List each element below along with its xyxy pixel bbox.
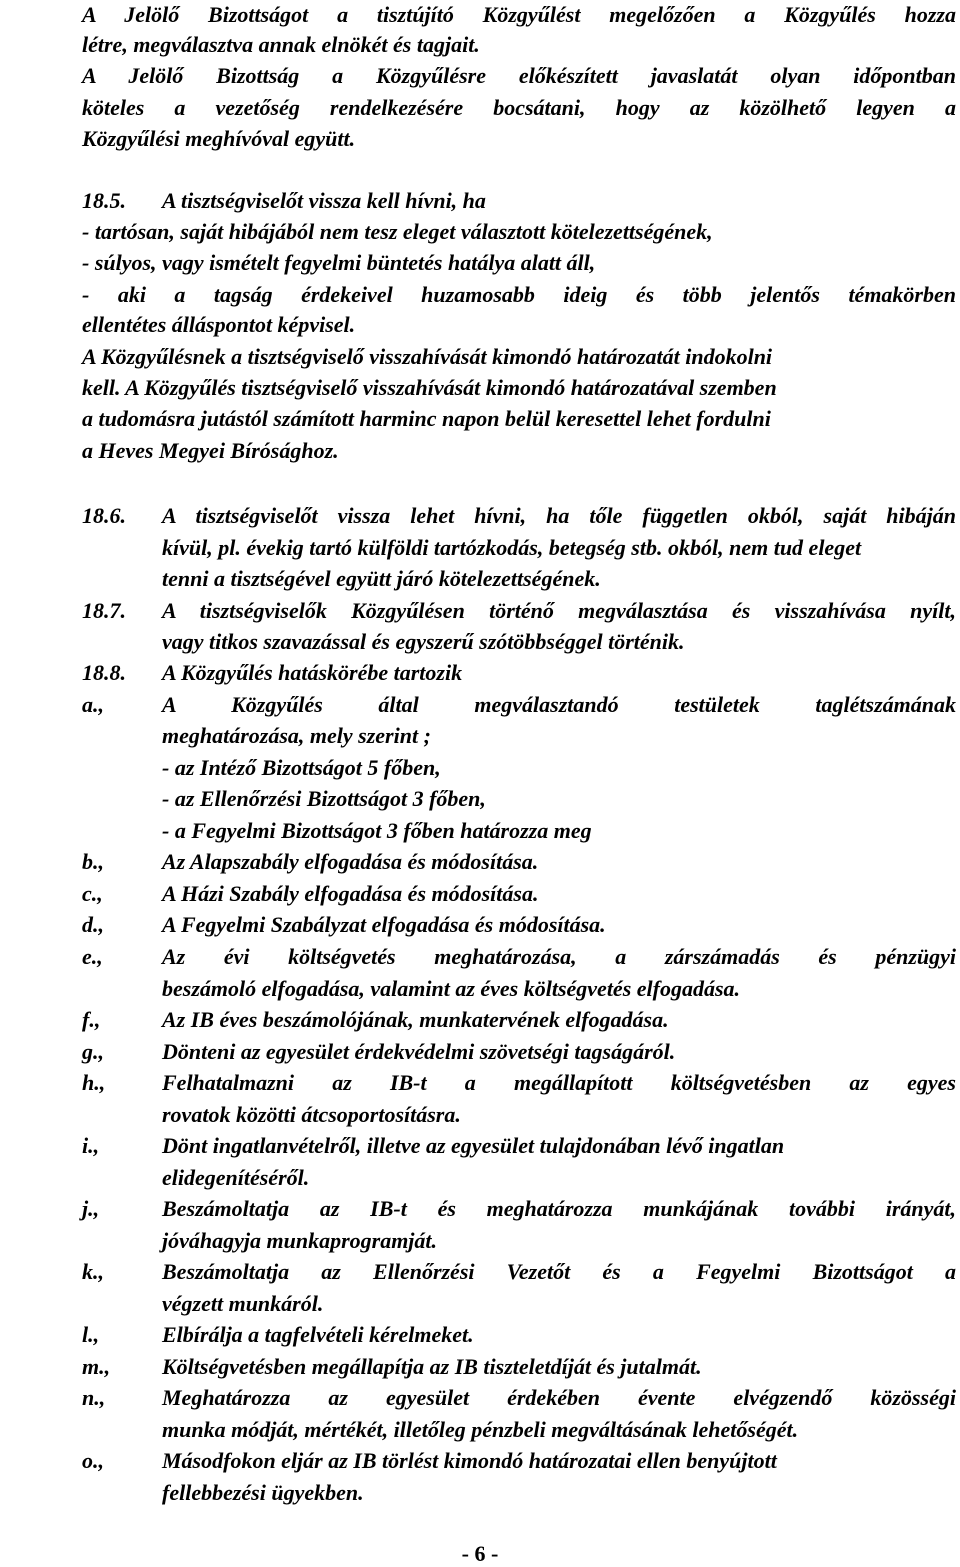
list-label: c., bbox=[82, 881, 103, 906]
section-line: a Heves Megyei Bírósághoz. bbox=[82, 438, 339, 463]
list-label: o., bbox=[82, 1448, 104, 1473]
intro-line: köteles a vezetőség rendelkezésére bocsátani, hogy az közölhető legyen a bbox=[82, 95, 956, 120]
list-item-line: jóváhagyja munkaprogramját. bbox=[162, 1228, 438, 1253]
section-number: 18.5. bbox=[82, 188, 126, 213]
list-item-line: Beszámoltatja az Ellenőrzési Vezetőt és a Fegyelmi Bizottságot a bbox=[162, 1259, 956, 1284]
list-item-line: Dönteni az egyesület érdekvédelmi szövetségi tagságáról. bbox=[162, 1039, 676, 1064]
list-item-line: Elbírálja a tagfelvételi kérelmeket. bbox=[162, 1322, 474, 1347]
list-item-line: végzett munkáról. bbox=[162, 1291, 324, 1316]
list-item-line: Felhatalmazni az IB-t a megállapított költségvetésben az egyes bbox=[162, 1070, 956, 1095]
section-line: A Közgyűlésnek a tisztségviselő visszahívását kimondó határozatát indokolni bbox=[82, 344, 773, 369]
section-line: - aki a tagság érdekeivel huzamosabb ideig és több jelentős témakörben bbox=[82, 282, 956, 307]
section-number: 18.6. bbox=[82, 503, 126, 528]
list-item-line: Az Alapszabály elfogadása és módosítása. bbox=[162, 849, 539, 874]
intro-line: A Jelölő Bizottság a Közgyűlésre előkészített javaslatát olyan időpontban bbox=[82, 63, 956, 88]
list-label: j., bbox=[82, 1196, 100, 1221]
section-title: A Közgyűlés hatáskörébe tartozik bbox=[162, 660, 463, 685]
list-label: g., bbox=[82, 1039, 104, 1064]
section-number: 18.7. bbox=[82, 598, 126, 623]
section-line: - tartósan, saját hibájából nem tesz eleget választott kötelezettségének, bbox=[82, 219, 713, 244]
list-item-line: A Fegyelmi Szabályzat elfogadása és módosítása. bbox=[162, 912, 606, 937]
section-line: kell. A Közgyűlés tisztségviselő visszahívását kimondó határozatával szemben bbox=[82, 375, 777, 400]
list-item-line: Dönt ingatlanvételről, illetve az egyesület tulajdonában lévő ingatlan bbox=[162, 1133, 785, 1158]
list-label: b., bbox=[82, 849, 104, 874]
section-line: ellentétes álláspontot képvisel. bbox=[82, 312, 356, 337]
list-label: n., bbox=[82, 1385, 106, 1410]
section-line: - súlyos, vagy ismételt fegyelmi büntetés hatálya alatt áll, bbox=[82, 250, 596, 275]
list-item-line: Meghatározza az egyesület érdekében évente elvégzendő közösségi bbox=[162, 1385, 956, 1410]
list-item-line: - az Intéző Bizottságot 5 főben, bbox=[162, 755, 441, 780]
list-item-line: rovatok közötti átcsoportosításra. bbox=[162, 1102, 461, 1127]
list-item-line: Az IB éves beszámolójának, munkatervének elfogadása. bbox=[162, 1007, 669, 1032]
section-line: kívül, pl. évekig tartó külföldi tartózkodás, betegség stb. okból, nem tud eleget bbox=[162, 535, 862, 560]
list-item-line: elidegenítéséről. bbox=[162, 1165, 310, 1190]
intro-line: Közgyűlési meghívóval együtt. bbox=[82, 126, 356, 151]
list-label: f., bbox=[82, 1007, 101, 1032]
section-line: vagy titkos szavazással és egyszerű szótöbbséggel történik. bbox=[162, 629, 685, 654]
section-line: A tisztségviselők Közgyűlésen történő megválasztása és visszahívása nyílt, bbox=[162, 598, 956, 623]
section-line: A tisztségviselőt vissza lehet hívni, ha tőle független okból, saját hibáján bbox=[162, 503, 956, 528]
list-label: l., bbox=[82, 1322, 100, 1347]
intro-line: létre, megválasztva annak elnökét és tagjait. bbox=[82, 32, 480, 57]
list-item-line: Költségvetésben megállapítja az IB tiszteletdíját és jutalmát. bbox=[162, 1354, 702, 1379]
section-number: 18.8. bbox=[82, 660, 126, 685]
list-item-line: A Házi Szabály elfogadása és módosítása. bbox=[162, 881, 539, 906]
list-label: h., bbox=[82, 1070, 106, 1095]
list-item-line: Beszámoltatja az IB-t és meghatározza munkájának további irányát, bbox=[162, 1196, 956, 1221]
list-item-line: A Közgyűlés által megválasztandó testületek taglétszámának bbox=[162, 692, 956, 717]
intro-line: A Jelölő Bizottságot a tisztújító Közgyűlést megelőzően a Közgyűlés hozza bbox=[82, 2, 956, 27]
list-item-line: meghatározása, mely szerint ; bbox=[162, 723, 431, 748]
list-label: i., bbox=[82, 1133, 100, 1158]
list-item-line: Az évi költségvetés meghatározása, a zárszámadás és pénzügyi bbox=[162, 944, 956, 969]
list-label: e., bbox=[82, 944, 103, 969]
list-label: k., bbox=[82, 1259, 104, 1284]
list-item-line: Másodfokon eljár az IB törlést kimondó határozatai ellen benyújtott bbox=[162, 1448, 777, 1473]
list-item-line: fellebbezési ügyekben. bbox=[162, 1480, 364, 1505]
page-number: - 6 - bbox=[461, 1541, 499, 1566]
list-item-line: - az Ellenőrzési Bizottságot 3 főben, bbox=[162, 786, 486, 811]
list-label: m., bbox=[82, 1354, 111, 1379]
section-line: a tudomásra jutástól számított harminc napon belül keresettel lehet fordulni bbox=[82, 406, 771, 431]
list-item-line: munka módját, mértékét, illetőleg pénzbeli megváltásának lehetőségét. bbox=[162, 1417, 799, 1442]
list-item-line: beszámoló elfogadása, valamint az éves költségvetés elfogadása. bbox=[162, 976, 741, 1001]
section-line: A tisztségviselőt vissza kell hívni, ha bbox=[162, 188, 486, 213]
list-label: d., bbox=[82, 912, 104, 937]
list-label: a., bbox=[82, 692, 104, 717]
list-item-line: - a Fegyelmi Bizottságot 3 főben határozza meg bbox=[162, 818, 592, 843]
section-line: tenni a tisztségével együtt járó kötelezettségének. bbox=[162, 566, 601, 591]
